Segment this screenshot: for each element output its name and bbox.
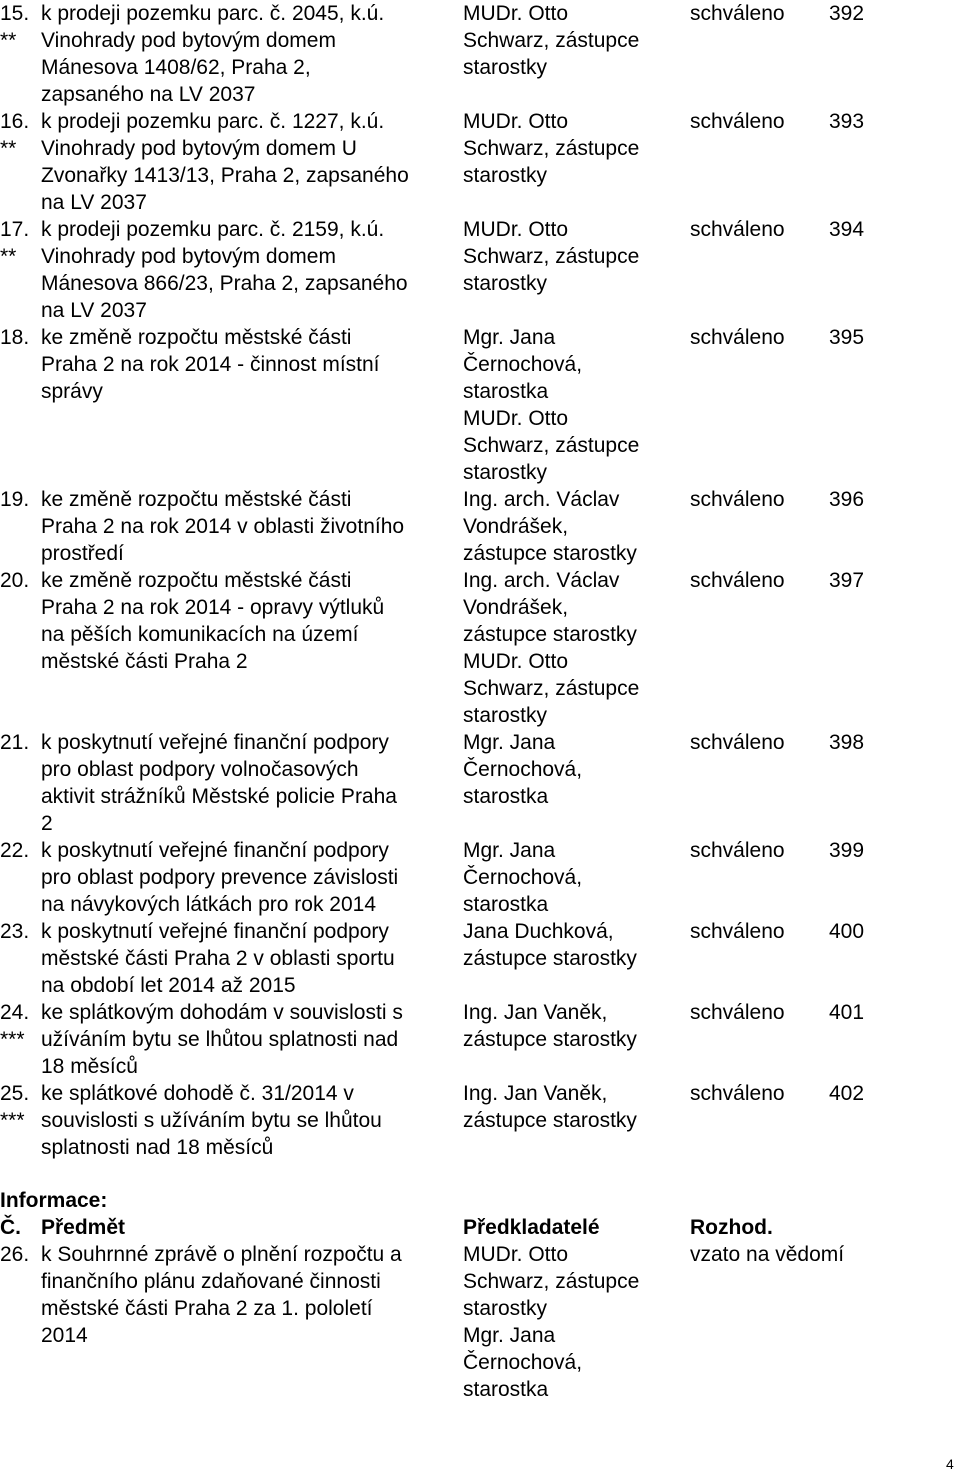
- item-subject-line: Mánesova 866/23, Praha 2, zapsaného: [41, 272, 408, 295]
- item-subject-line: na návykových látkách pro rok 2014: [41, 893, 377, 916]
- item-subject-line: k poskytnutí veřejné finanční podpory: [41, 839, 389, 862]
- item-subject-line: 2: [41, 812, 53, 835]
- item-proposers-line: starostka: [463, 1378, 549, 1401]
- item-proposers-line: Mgr. Jana: [463, 839, 556, 862]
- item-number: [0, 1080, 38, 1134]
- item-number: [0, 918, 38, 945]
- header-proposers: Předkladatelé: [463, 1216, 600, 1239]
- item-proposers-line: starostky: [463, 461, 548, 484]
- item-subject-line: Zvonařky 1413/13, Praha 2, zapsaného: [41, 164, 409, 187]
- item-number-line: 23.: [0, 920, 30, 943]
- item-number: [0, 567, 38, 594]
- item-proposers: [463, 486, 685, 567]
- item-number: [0, 324, 38, 351]
- item-proposers-line: starostky: [463, 56, 548, 79]
- item-subject-line: správy: [41, 380, 103, 403]
- item-subject-line: na období let 2014 až 2015: [41, 974, 296, 997]
- item-subject: [41, 837, 453, 918]
- item-number-line: 25.: [0, 1082, 30, 1105]
- item-proposers: [463, 1080, 685, 1134]
- resolution-number: 399: [829, 839, 865, 862]
- item-subject-line: zapsaného na LV 2037: [41, 83, 256, 106]
- item-subject-line: souvislosti s užíváním bytu se lhůtou: [41, 1109, 382, 1132]
- item-proposers-line: MUDr. Otto: [463, 218, 569, 241]
- item-decision: schváleno: [690, 731, 785, 754]
- item-decision: vzato na vědomí: [690, 1243, 845, 1266]
- item-number-line: 17.: [0, 218, 30, 241]
- item-proposers-line: Schwarz, zástupce: [463, 677, 640, 700]
- item-proposers-line: Černochová,: [463, 1351, 583, 1374]
- item-subject-line: městské části Praha 2 za 1. pololetí: [41, 1297, 373, 1320]
- resolution-number: 396: [829, 488, 865, 511]
- item-proposers-line: starostky: [463, 164, 548, 187]
- item-number-line: 26.: [0, 1243, 30, 1266]
- item-decision: schváleno: [690, 218, 785, 241]
- resolution-number: 401: [829, 1001, 865, 1024]
- item-subject-line: aktivit strážníků Městské policie Praha: [41, 785, 397, 808]
- item-subject: [41, 0, 453, 108]
- item-subject-line: Praha 2 na rok 2014 - opravy výtluků: [41, 596, 385, 619]
- item-subject-line: pro oblast podpory volnočasových: [41, 758, 359, 781]
- item-subject: [41, 1241, 453, 1349]
- item-subject: [41, 918, 453, 999]
- item-number: [0, 0, 38, 54]
- item-decision: schváleno: [690, 1001, 785, 1024]
- item-proposers-line: Vondrášek,: [463, 596, 569, 619]
- item-subject-line: prostředí: [41, 542, 124, 565]
- item-subject-line: ke změně rozpočtu městské části: [41, 569, 352, 592]
- item-proposers-line: starostky: [463, 1297, 548, 1320]
- info-section-title: Informace:: [0, 1189, 108, 1212]
- item-proposers: [463, 729, 685, 810]
- item-number-line: ***: [0, 1028, 25, 1051]
- item-proposers-line: Schwarz, zástupce: [463, 137, 640, 160]
- item-proposers-line: Mgr. Jana: [463, 731, 556, 754]
- header-subject: Předmět: [41, 1216, 126, 1239]
- item-decision: schváleno: [690, 326, 785, 349]
- header-num: Č.: [0, 1216, 21, 1239]
- item-subject: [41, 486, 453, 567]
- item-proposers: [463, 0, 685, 81]
- item-subject-line: Vinohrady pod bytovým domem: [41, 29, 336, 52]
- item-proposers-line: Ing. arch. Václav: [463, 569, 620, 592]
- item-proposers-line: starostky: [463, 272, 548, 295]
- item-proposers: [463, 918, 685, 972]
- item-decision: schváleno: [690, 839, 785, 862]
- item-proposers-line: MUDr. Otto: [463, 110, 569, 133]
- item-number-line: **: [0, 245, 17, 268]
- item-proposers-line: zástupce starostky: [463, 623, 637, 646]
- item-decision: schváleno: [690, 1082, 785, 1105]
- item-subject-line: 18 měsíců: [41, 1055, 138, 1078]
- item-number-line: 16.: [0, 110, 30, 133]
- item-subject-line: Vinohrady pod bytovým domem U: [41, 137, 357, 160]
- item-subject-line: k Souhrnné zprávě o plnění rozpočtu a: [41, 1243, 402, 1266]
- item-proposers-line: Jana Duchková,: [463, 920, 614, 943]
- item-subject: [41, 108, 453, 216]
- item-proposers-line: starostka: [463, 380, 549, 403]
- item-subject-line: Praha 2 na rok 2014 - činnost místní: [41, 353, 380, 376]
- item-number: [0, 999, 38, 1053]
- item-proposers-line: Schwarz, zástupce: [463, 245, 640, 268]
- item-subject-line: k poskytnutí veřejné finanční podpory: [41, 920, 389, 943]
- item-number-line: 20.: [0, 569, 30, 592]
- item-number-line: **: [0, 29, 17, 52]
- item-number-line: ***: [0, 1109, 25, 1132]
- item-proposers-line: zástupce starostky: [463, 1028, 637, 1051]
- item-number-line: 19.: [0, 488, 30, 511]
- item-subject-line: 2014: [41, 1324, 88, 1347]
- item-subject-line: k prodeji pozemku parc. č. 1227, k.ú.: [41, 110, 385, 133]
- item-subject-line: Mánesova 1408/62, Praha 2,: [41, 56, 311, 79]
- item-proposers-line: Schwarz, zástupce: [463, 1270, 640, 1293]
- item-proposers-line: zástupce starostky: [463, 542, 637, 565]
- resolution-number: 398: [829, 731, 865, 754]
- item-proposers-line: MUDr. Otto: [463, 1243, 569, 1266]
- item-decision: schváleno: [690, 920, 785, 943]
- resolution-number: 397: [829, 569, 865, 592]
- item-subject-line: na LV 2037: [41, 191, 147, 214]
- item-number: [0, 108, 38, 162]
- item-number-line: 15.: [0, 2, 30, 25]
- resolution-number: 395: [829, 326, 865, 349]
- item-number-line: 24.: [0, 1001, 30, 1024]
- item-proposers-line: Ing. arch. Václav: [463, 488, 620, 511]
- item-subject-line: ke splátkovým dohodám v souvislosti s: [41, 1001, 403, 1024]
- item-subject-line: ke splátkové dohodě č. 31/2014 v: [41, 1082, 354, 1105]
- item-subject: [41, 324, 453, 405]
- item-subject: [41, 1080, 453, 1161]
- item-number-line: 18.: [0, 326, 30, 349]
- item-proposers-line: zástupce starostky: [463, 947, 637, 970]
- item-subject-line: pro oblast podpory prevence závislosti: [41, 866, 399, 889]
- item-proposers: [463, 999, 685, 1053]
- item-subject-line: k poskytnutí veřejné finanční podpory: [41, 731, 389, 754]
- item-proposers-line: Schwarz, zástupce: [463, 29, 640, 52]
- item-subject-line: ke změně rozpočtu městské části: [41, 488, 352, 511]
- item-subject-line: ke změně rozpočtu městské části: [41, 326, 352, 349]
- item-subject: [41, 729, 453, 837]
- item-proposers-line: starostka: [463, 893, 549, 916]
- item-number: [0, 216, 38, 270]
- item-subject-line: na pěších komunikacích na území: [41, 623, 359, 646]
- item-subject-line: městské části Praha 2 v oblasti sportu: [41, 947, 395, 970]
- item-proposers: [463, 567, 685, 729]
- item-subject-line: finančního plánu zdaňované činnosti: [41, 1270, 381, 1293]
- resolution-number: 402: [829, 1082, 865, 1105]
- item-proposers: [463, 108, 685, 189]
- item-proposers-line: starostka: [463, 785, 549, 808]
- item-decision: schváleno: [690, 488, 785, 511]
- item-subject-line: užíváním bytu se lhůtou splatnosti nad: [41, 1028, 399, 1051]
- item-proposers: [463, 216, 685, 297]
- item-subject-line: k prodeji pozemku parc. č. 2045, k.ú.: [41, 2, 385, 25]
- resolution-number: 392: [829, 2, 865, 25]
- item-decision: schváleno: [690, 2, 785, 25]
- item-proposers-line: MUDr. Otto: [463, 650, 569, 673]
- item-subject-line: na LV 2037: [41, 299, 147, 322]
- item-subject-line: městské části Praha 2: [41, 650, 248, 673]
- item-proposers-line: MUDr. Otto: [463, 2, 569, 25]
- item-subject-line: Vinohrady pod bytovým domem: [41, 245, 336, 268]
- item-decision: schváleno: [690, 569, 785, 592]
- header-decision: Rozhod.: [690, 1216, 773, 1239]
- item-number-line: **: [0, 137, 17, 160]
- item-subject: [41, 999, 453, 1080]
- item-proposers-line: zástupce starostky: [463, 1109, 637, 1132]
- item-number: [0, 729, 38, 756]
- item-proposers-line: Schwarz, zástupce: [463, 434, 640, 457]
- item-subject-line: splatnosti nad 18 měsíců: [41, 1136, 274, 1159]
- item-subject: [41, 216, 453, 324]
- item-proposers-line: Ing. Jan Vaněk,: [463, 1001, 608, 1024]
- item-proposers: [463, 1241, 685, 1403]
- resolution-number: 400: [829, 920, 865, 943]
- item-proposers-line: Černochová,: [463, 353, 583, 376]
- item-proposers-line: Černochová,: [463, 758, 583, 781]
- item-proposers: [463, 837, 685, 918]
- item-number-line: 22.: [0, 839, 30, 862]
- resolution-number: 393: [829, 110, 865, 133]
- item-proposers-line: Ing. Jan Vaněk,: [463, 1082, 608, 1105]
- page-number: 4: [946, 1456, 954, 1472]
- item-proposers-line: MUDr. Otto: [463, 407, 569, 430]
- item-number: [0, 837, 38, 864]
- item-proposers-line: Vondrášek,: [463, 515, 569, 538]
- item-proposers-line: Mgr. Jana: [463, 326, 556, 349]
- item-number: [0, 1241, 38, 1268]
- item-proposers-line: Černochová,: [463, 866, 583, 889]
- resolution-number: 394: [829, 218, 865, 241]
- item-proposers: [463, 324, 685, 486]
- item-decision: schváleno: [690, 110, 785, 133]
- item-proposers-line: Mgr. Jana: [463, 1324, 556, 1347]
- item-subject-line: Praha 2 na rok 2014 v oblasti životního: [41, 515, 405, 538]
- item-proposers-line: starostky: [463, 704, 548, 727]
- item-number-line: 21.: [0, 731, 30, 754]
- item-number: [0, 486, 38, 513]
- item-subject-line: k prodeji pozemku parc. č. 2159, k.ú.: [41, 218, 385, 241]
- item-subject: [41, 567, 453, 675]
